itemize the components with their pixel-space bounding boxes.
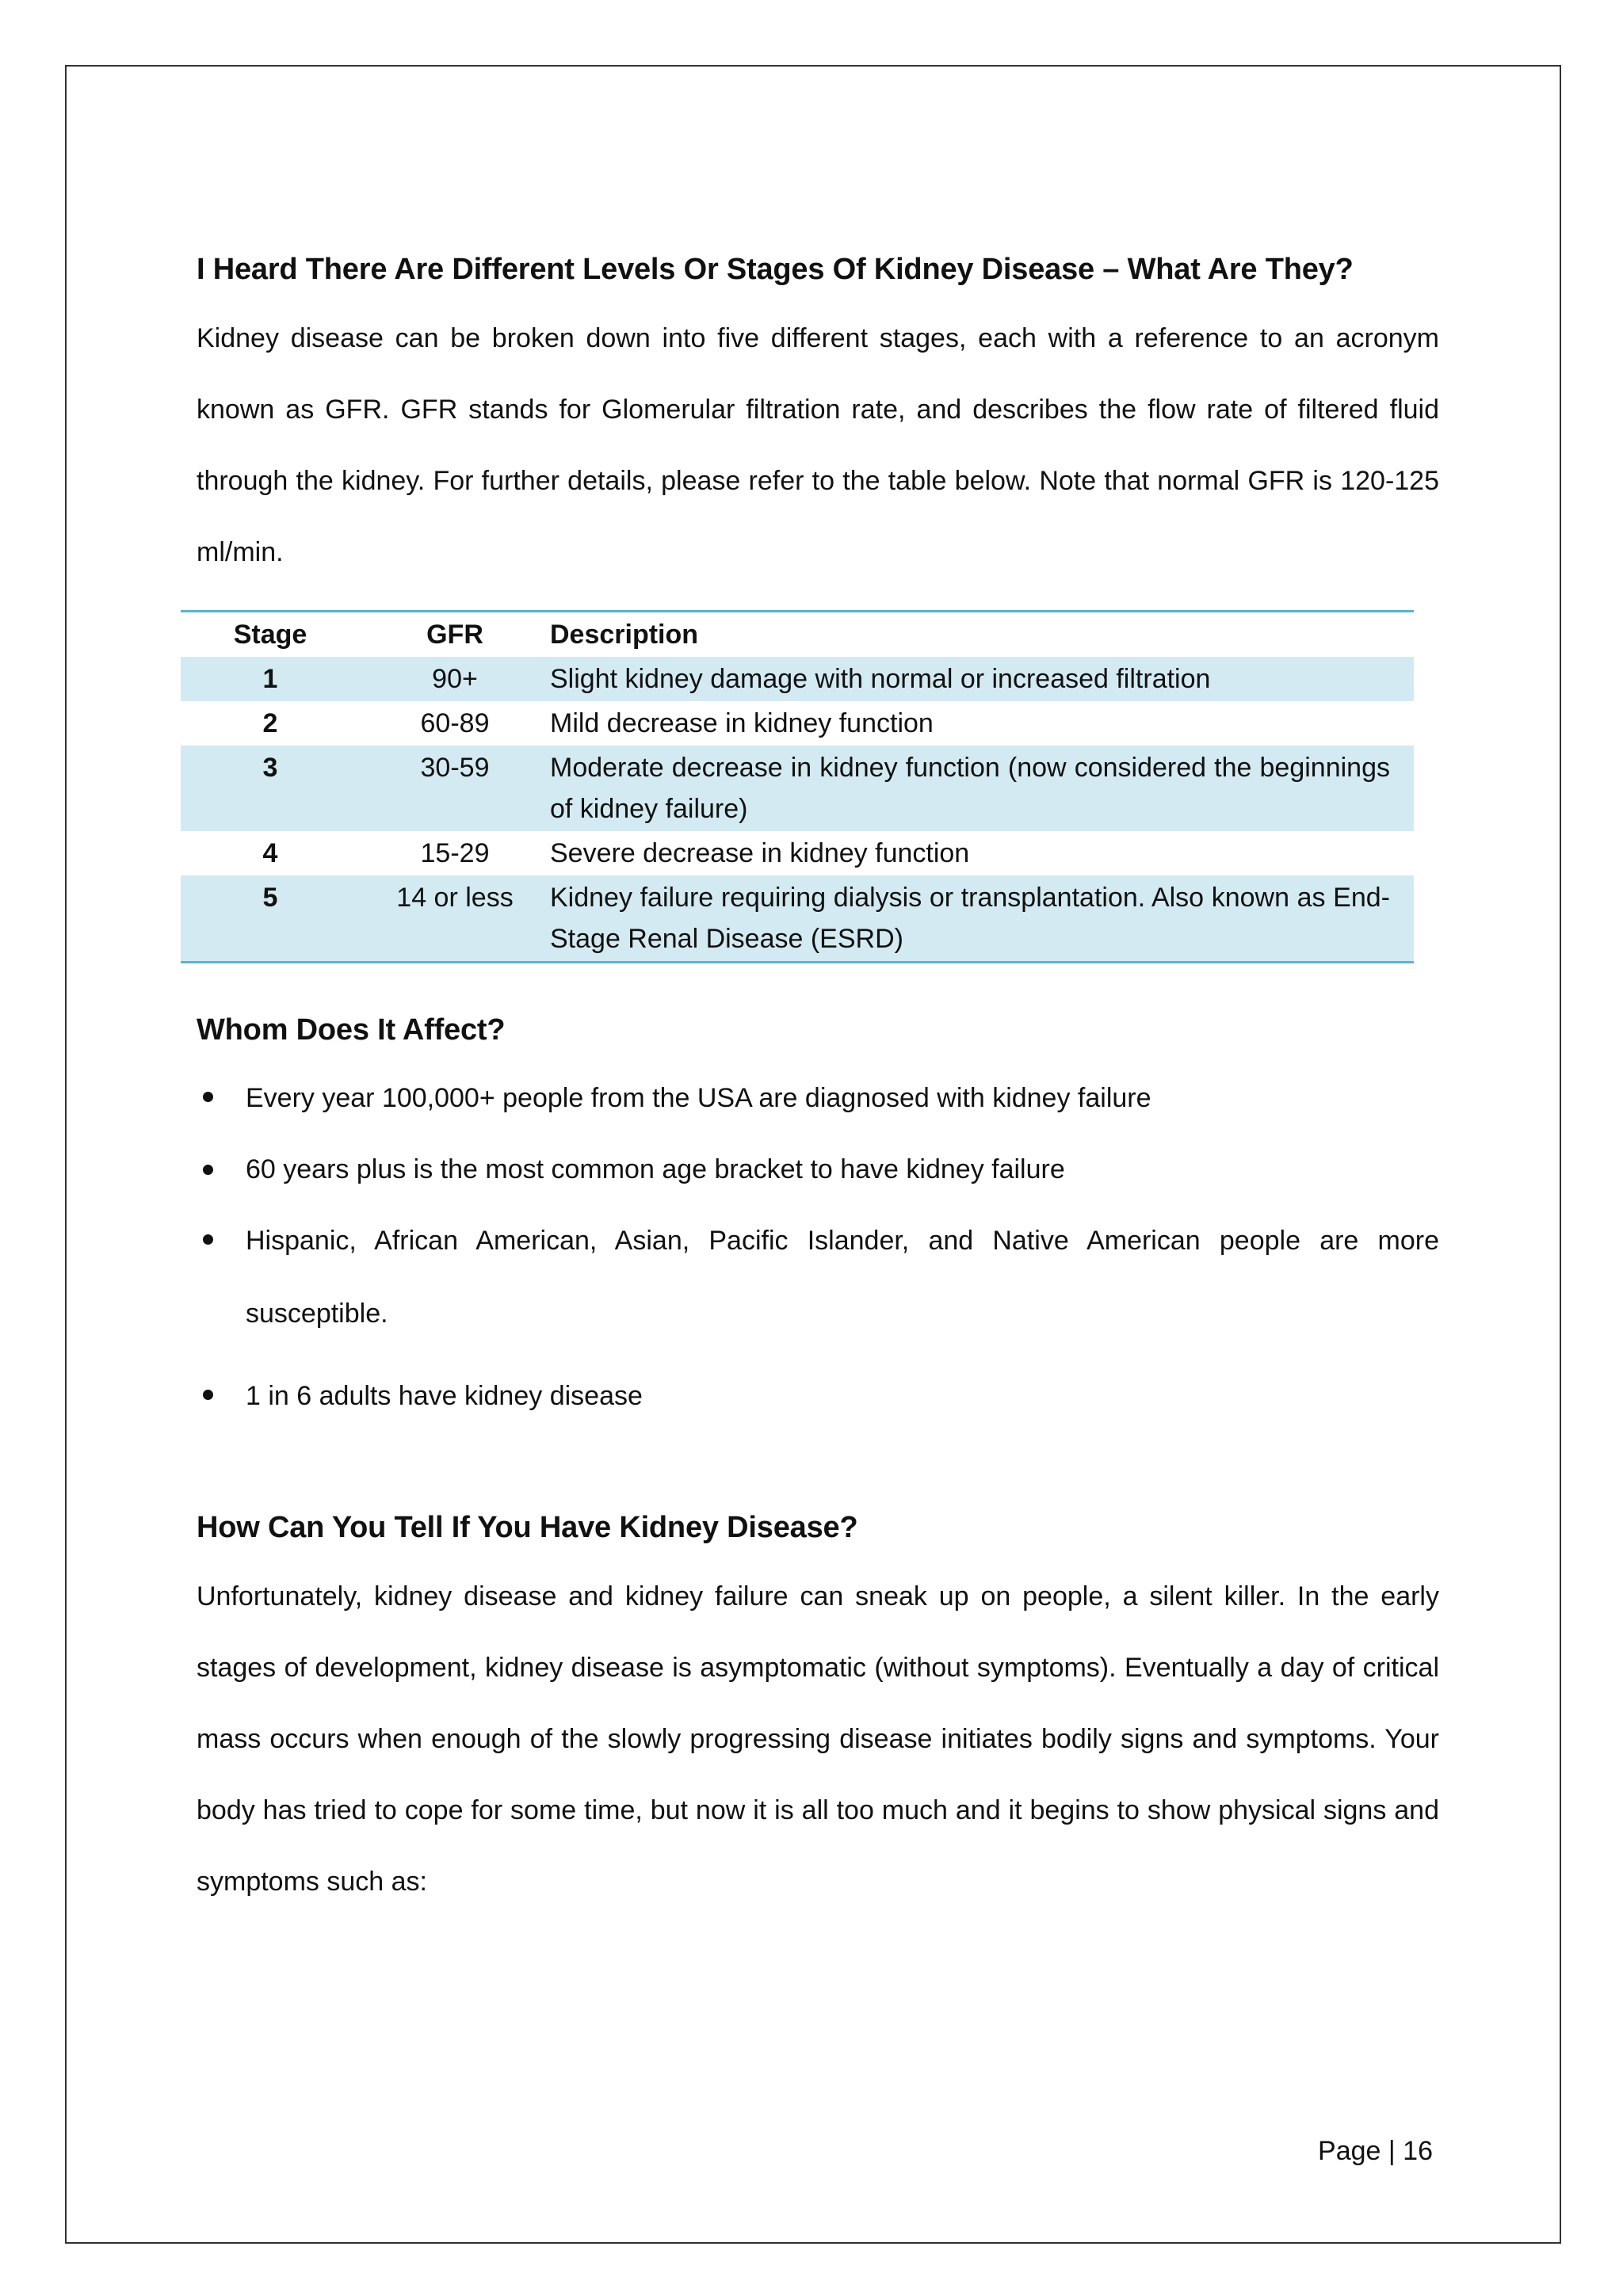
list-item <box>197 1204 1439 1350</box>
gfr-cell: 15-29 <box>420 838 490 868</box>
description-cell: Mild decrease in kidney function <box>550 708 934 738</box>
bullet-icon <box>203 1092 213 1102</box>
bullet-icon <box>203 1234 213 1245</box>
gfr-cell: 14 or less <box>396 883 514 913</box>
bullet-icon <box>203 1165 213 1175</box>
stage-cell: 3 <box>262 753 278 783</box>
symptoms-heading: How Can You Tell If You Have Kidney Disease? <box>197 1511 858 1544</box>
kidney-stages-table <box>181 610 1414 963</box>
description-cell: Kidney failure requiring dialysis or transplantation. Also known as End-Stage Renal Disease (ESRD) <box>550 883 1390 954</box>
list-item <box>197 1360 1439 1432</box>
table-row <box>181 831 1414 875</box>
gfr-cell: 30-59 <box>420 753 490 783</box>
list-item <box>197 1135 1439 1204</box>
stage-cell: 2 <box>262 708 278 738</box>
list-item <box>197 1062 1439 1135</box>
description-cell: Slight kidney damage with normal or increased filtration <box>550 664 1211 694</box>
section-symptoms <box>197 1504 1439 1917</box>
bullet-icon <box>203 1390 213 1400</box>
bullet-text: Every year 100,000+ people from the USA are diagnosed with kidney failure <box>246 1083 1151 1113</box>
description-cell: Severe decrease in kidney function <box>550 838 970 868</box>
affect-heading: Whom Does It Affect? <box>197 1013 506 1047</box>
table-header-row <box>181 612 1414 658</box>
header-description: Description <box>550 620 699 650</box>
table-row <box>181 657 1414 701</box>
bullet-text: 60 years plus is the most common age bracket to have kidney failure <box>246 1154 1065 1184</box>
stages-paragraph: Kidney disease can be broken down into five different stages, each with a reference to an acronym known as GFR. GFR stands for Glomerular filtration rate, and describes the flow rate of filtered fluid through the kidney. For further details, please refer to the table below. Note that normal GFR is 120-125 ml/min. <box>197 323 1439 567</box>
affect-bullet-list <box>197 1062 1439 1432</box>
symptoms-paragraph: Unfortunately, kidney disease and kidney failure can sneak up on people, a silent killer. In the early stages of development, kidney disease is asymptomatic (without symptoms). Eventually a day of critical mass occurs when enough of the slowly progressing disease initiates bodily signs and symptoms. Your body has tried to cope for some time, but now it is all too much and it begins to show physical signs and symptoms such as: <box>197 1581 1439 1897</box>
header-stage: Stage <box>233 620 307 650</box>
table-row <box>181 875 1414 963</box>
bullet-text: 1 in 6 adults have kidney disease <box>246 1381 643 1411</box>
section-affect <box>197 1006 1439 1432</box>
stage-cell: 5 <box>262 883 278 913</box>
bullet-text: Hispanic, African American, Asian, Pacific Islander, and Native American people are more susceptible. <box>246 1226 1439 1329</box>
stage-cell: 4 <box>262 838 278 868</box>
gfr-cell: 60-89 <box>420 708 490 738</box>
header-gfr: GFR <box>426 620 483 650</box>
stages-heading: I Heard There Are Different Levels Or Stages Of Kidney Disease – What Are They? <box>197 253 1354 286</box>
table-row <box>181 746 1414 831</box>
gfr-cell: 90+ <box>432 664 478 694</box>
description-cell: Moderate decrease in kidney function (now considered the beginnings of kidney failure) <box>550 753 1390 824</box>
section-stages <box>197 246 1439 588</box>
table-row <box>181 701 1414 746</box>
stage-cell: 1 <box>262 664 278 694</box>
page-number: Page | 16 <box>1318 2136 1433 2166</box>
